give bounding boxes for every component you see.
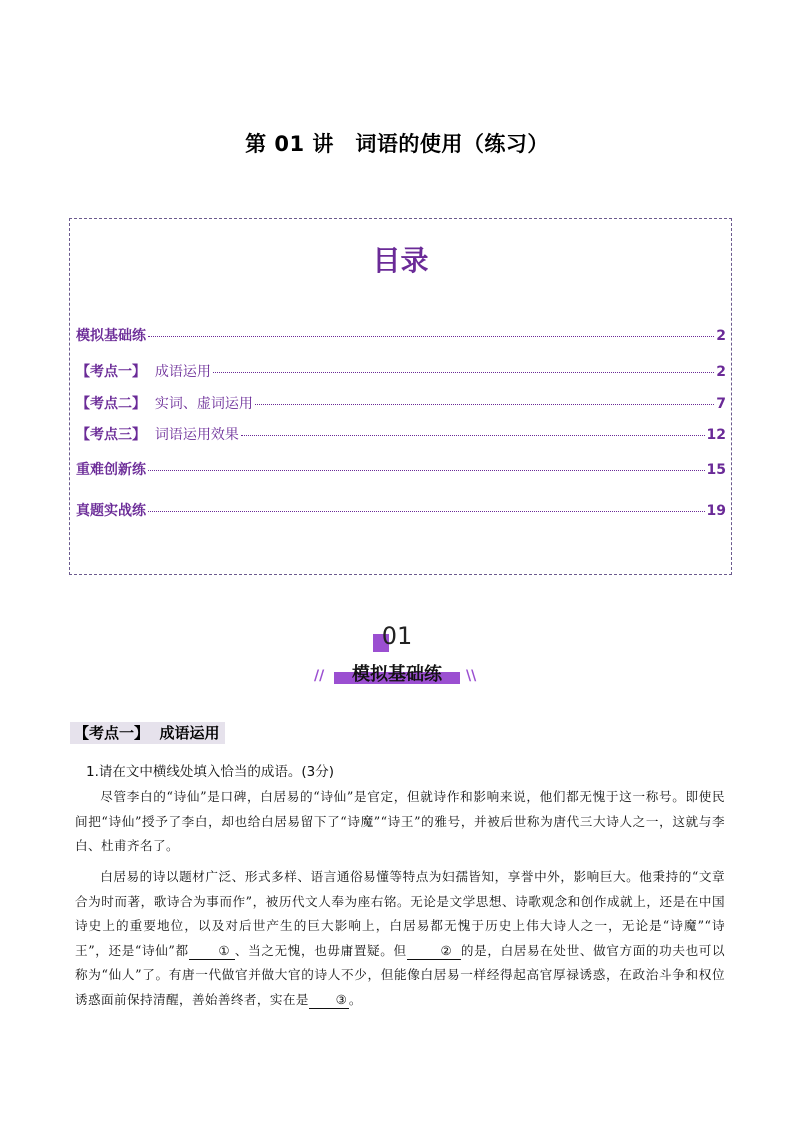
toc-entry[interactable] (76, 459, 726, 479)
question-paragraph-1: 尽管李白的“诗仙”是口碑，白居易的“诗仙”是官定，但就诗作和影响来说，他们都无愧于这一称号。即使民间把“诗仙”授予了李白，却也给白居易留下了“诗魔”“诗王”的雅号，并被后世称为唐代三大诗人之一，这就与李白、杜甫齐名了。 (75, 789, 725, 853)
toc-entry[interactable] (76, 500, 726, 520)
answer-blank-2[interactable]: ② (407, 943, 461, 960)
question-paragraph-2 (75, 865, 725, 1012)
paragraph-text: 、当之无愧，也毋庸置疑。但 (234, 942, 407, 958)
toc-entry-page: 7 (716, 396, 726, 412)
paragraph-text: 的是，白居易在处世、做官方面的功夫也可以称为“仙人”了。有唐一代做官并做大官的诗人不少，但能像白居易一样经得起高官厚禄诱惑，在政治斗争和权位诱惑面前保持清醒，善始善终者，实在是 (75, 942, 725, 1007)
toc-entry-page: 2 (716, 364, 726, 380)
toc-entry-tag: 【考点二】 (76, 396, 146, 412)
toc-entry-page: 19 (706, 503, 726, 519)
toc-leader-dots (213, 372, 714, 373)
paragraph-text: 白居易的诗以题材广泛、形式多样、语言通俗易懂等特点为妇孺皆知，享誉中外，影响巨大。他秉持的“文章合为时而著，歌诗合为事而作”，被历代文人奉为座右铭。无论是文学思想、诗歌观念和创作成就上，还是在中国诗史上的重要地位，以及对后世产生的巨大影响上，白居易都无愧于历史上伟大诗人之一，无论是“诗魔”“诗王”，还是“诗仙”都 (75, 869, 725, 958)
toc-entry-tag: 【考点一】 (76, 364, 146, 380)
toc-entry-tag: 【考点三】 (76, 427, 146, 443)
toc-leader-dots (148, 511, 705, 512)
toc-entry[interactable] (76, 325, 726, 345)
toc-entry-page: 15 (706, 462, 726, 478)
section-number: 01 (381, 622, 413, 650)
toc-entry-label: 重难创新练 (76, 462, 146, 478)
section-banner (334, 660, 460, 686)
toc-entry[interactable] (76, 361, 726, 381)
toc-leader-dots (148, 336, 714, 337)
section-deco-left: // (314, 668, 325, 684)
toc-entry-label: 模拟基础练 (76, 328, 146, 344)
toc-leader-dots (148, 470, 705, 471)
toc-entry-page: 2 (716, 328, 726, 344)
toc-entry-label: 成语运用 (154, 364, 211, 380)
toc-leader-dots (255, 404, 714, 405)
toc-entry[interactable] (76, 424, 726, 444)
toc-entry-label: 词语运用效果 (154, 427, 239, 443)
question-stem: 1.请在文中横线处填入恰当的成语。(3分) (86, 764, 335, 780)
section-title: 模拟基础练 (352, 664, 442, 685)
toc-entry-page: 12 (706, 427, 726, 443)
toc-leader-dots (241, 435, 705, 436)
section-deco-right: \\ (466, 668, 477, 684)
table-of-contents (69, 218, 732, 575)
kaodian-tag: 【考点一】 (74, 724, 150, 742)
paragraph-text: 。 (348, 991, 362, 1007)
toc-entry[interactable] (76, 393, 726, 413)
kaodian-title: 成语运用 (159, 724, 220, 742)
toc-heading: 目录 (372, 244, 429, 277)
document-title: 第 01 讲 词语的使用（练习） (245, 132, 549, 156)
kaodian-heading (70, 722, 225, 744)
toc-entry-label: 实词、虚词运用 (154, 396, 253, 412)
toc-entry-label: 真题实战练 (76, 503, 146, 519)
answer-blank-3[interactable]: ③ (309, 992, 349, 1009)
answer-blank-1[interactable]: ① (189, 943, 235, 960)
